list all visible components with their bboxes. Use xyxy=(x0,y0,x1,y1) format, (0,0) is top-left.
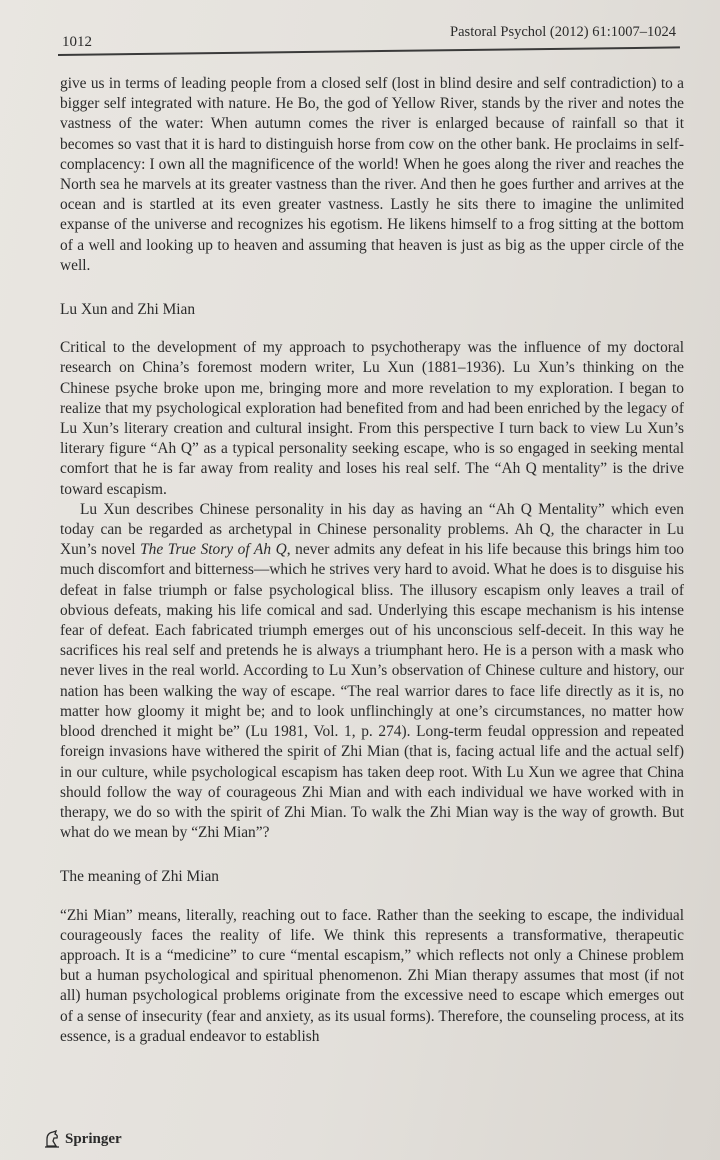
section-heading-meaning: The meaning of Zhi Mian xyxy=(60,868,219,886)
paragraph-ah-q-text-b: , never admits any defeat in his life because this brings him too much discomfort and bitterness—which he strives very hard to avoid. What he does is to disguise his defeat in false triumph or false psychological bliss. The illusory escapism only leaves a trail of obvious defeats, making his life comical and sad. Underlying this escape mechanism is his intense fear of defeat. Each fabricated triumph emerges out of his unconscious self-deceit. In this way he sacrifices his real self and pretends he is always a triumphant hero. He is a person with a mask who never lives in the real world. According to Lu Xun’s observation of Chinese culture and history, our nation has been walking the way of escape. “The real warrior dares to face life directly as it is, no matter how gloomy it might be; and to look unflinchingly at one’s circumstances, no matter how blood drenched it might be” (Lu 1981, Vol. 1, p. 274). Long-term feudal oppression and repeated foreign invasions have withered the spirit of Zhi Mian (that is, facing actual life and the actual self) in our culture, while psychological escapism has taken deep root. With Lu Xun we agree that China should follow the way of courageous Zhi Mian and with each individual we have worked with in therapy, we do so with the spirit of Zhi Mian. To walk the Zhi Mian way is the way of growth. But what do we mean by “Zhi Mian”? xyxy=(60,541,684,842)
journal-citation: Pastoral Psychol (2012) 61:1007–1024 xyxy=(450,24,676,40)
page-number: 1012 xyxy=(62,34,92,50)
header-rule xyxy=(58,46,680,55)
article-body xyxy=(60,74,684,1047)
paragraph-ah-q-mentality xyxy=(60,500,684,843)
publisher-name: Springer xyxy=(65,1130,122,1147)
paragraph-critical-development: Critical to the development of my approach to psychotherapy was the influence of my doctoral research on China’s foremost modern writer, Lu Xun (1881–1936). Lu Xun’s thinking on the Chinese psyche broke upon me, bringing more and more revelation to my exploration. I began to realize that my psychological exploration had benefited from and had been enriched by the legacy of Lu Xun’s literary creation and cultural insight. From this perspective I turn back to view Lu Xun’s literary figure “Ah Q” as a typical personality seeking escape, who is so engaged in seeking mental comfort that he is far away from reality and loses his real self. The “Ah Q mentality” is the drive toward escapism. xyxy=(60,339,684,498)
novel-title: The True Story of Ah Q xyxy=(140,541,287,559)
section-heading-lu-xun: Lu Xun and Zhi Mian xyxy=(60,301,196,319)
springer-horse-icon xyxy=(44,1130,60,1148)
publisher-logo xyxy=(44,1130,122,1148)
paragraph-ah-q-text-a: Lu Xun describes Chinese personality in his day as having an “Ah Q Mentality” which even today can be regarded as archetypal in Chinese personality problems. Ah Q, the character in Lu Xun’s novel xyxy=(60,500,684,559)
paragraph-zhi-mian-meaning: “Zhi Mian” means, literally, reaching out to face. Rather than the seeking to escape, the individual courageously faces the reality of life. We think this represents a transformative, therapeutic approach. It is a “medicine” to cure “mental escapism,” which reflects not only a Chinese problem but a human psychological and spiritual phenomenon. Zhi Mian therapy assumes that most (if not all) human psychological problems originate from the excessive need to escape which emerges out of a sense of insecurity (fear and anxiety, as its usual forms). Therefore, the counseling process, at its essence, is a gradual endeavor to establish xyxy=(60,906,684,1045)
paragraph-he-bo: give us in terms of leading people from a closed self (lost in blind desire and self contradiction) to a bigger self integrated with nature. He Bo, the god of Yellow River, stands by the river and notes the vastness of the water: When autumn comes the river is enlarged because of rainfall so that it becomes so vast that it is hard to distinguish horse from cow on the other bank. He proclaims in self-complacency: I own all the magnificence of the world! When he goes along the river and reaches the North sea he marvels at its greater vastness than the river. And then he goes further and arrives at the ocean and is startled at its even greater vastness. Lastly he sits there to imagine the unlimited expanse of the universe and recognizes his egotism. He likens himself to a frog sitting at the bottom of a well and looking up to heaven and assuming that heaven is just as big as the upper circle of the well. xyxy=(60,75,684,274)
